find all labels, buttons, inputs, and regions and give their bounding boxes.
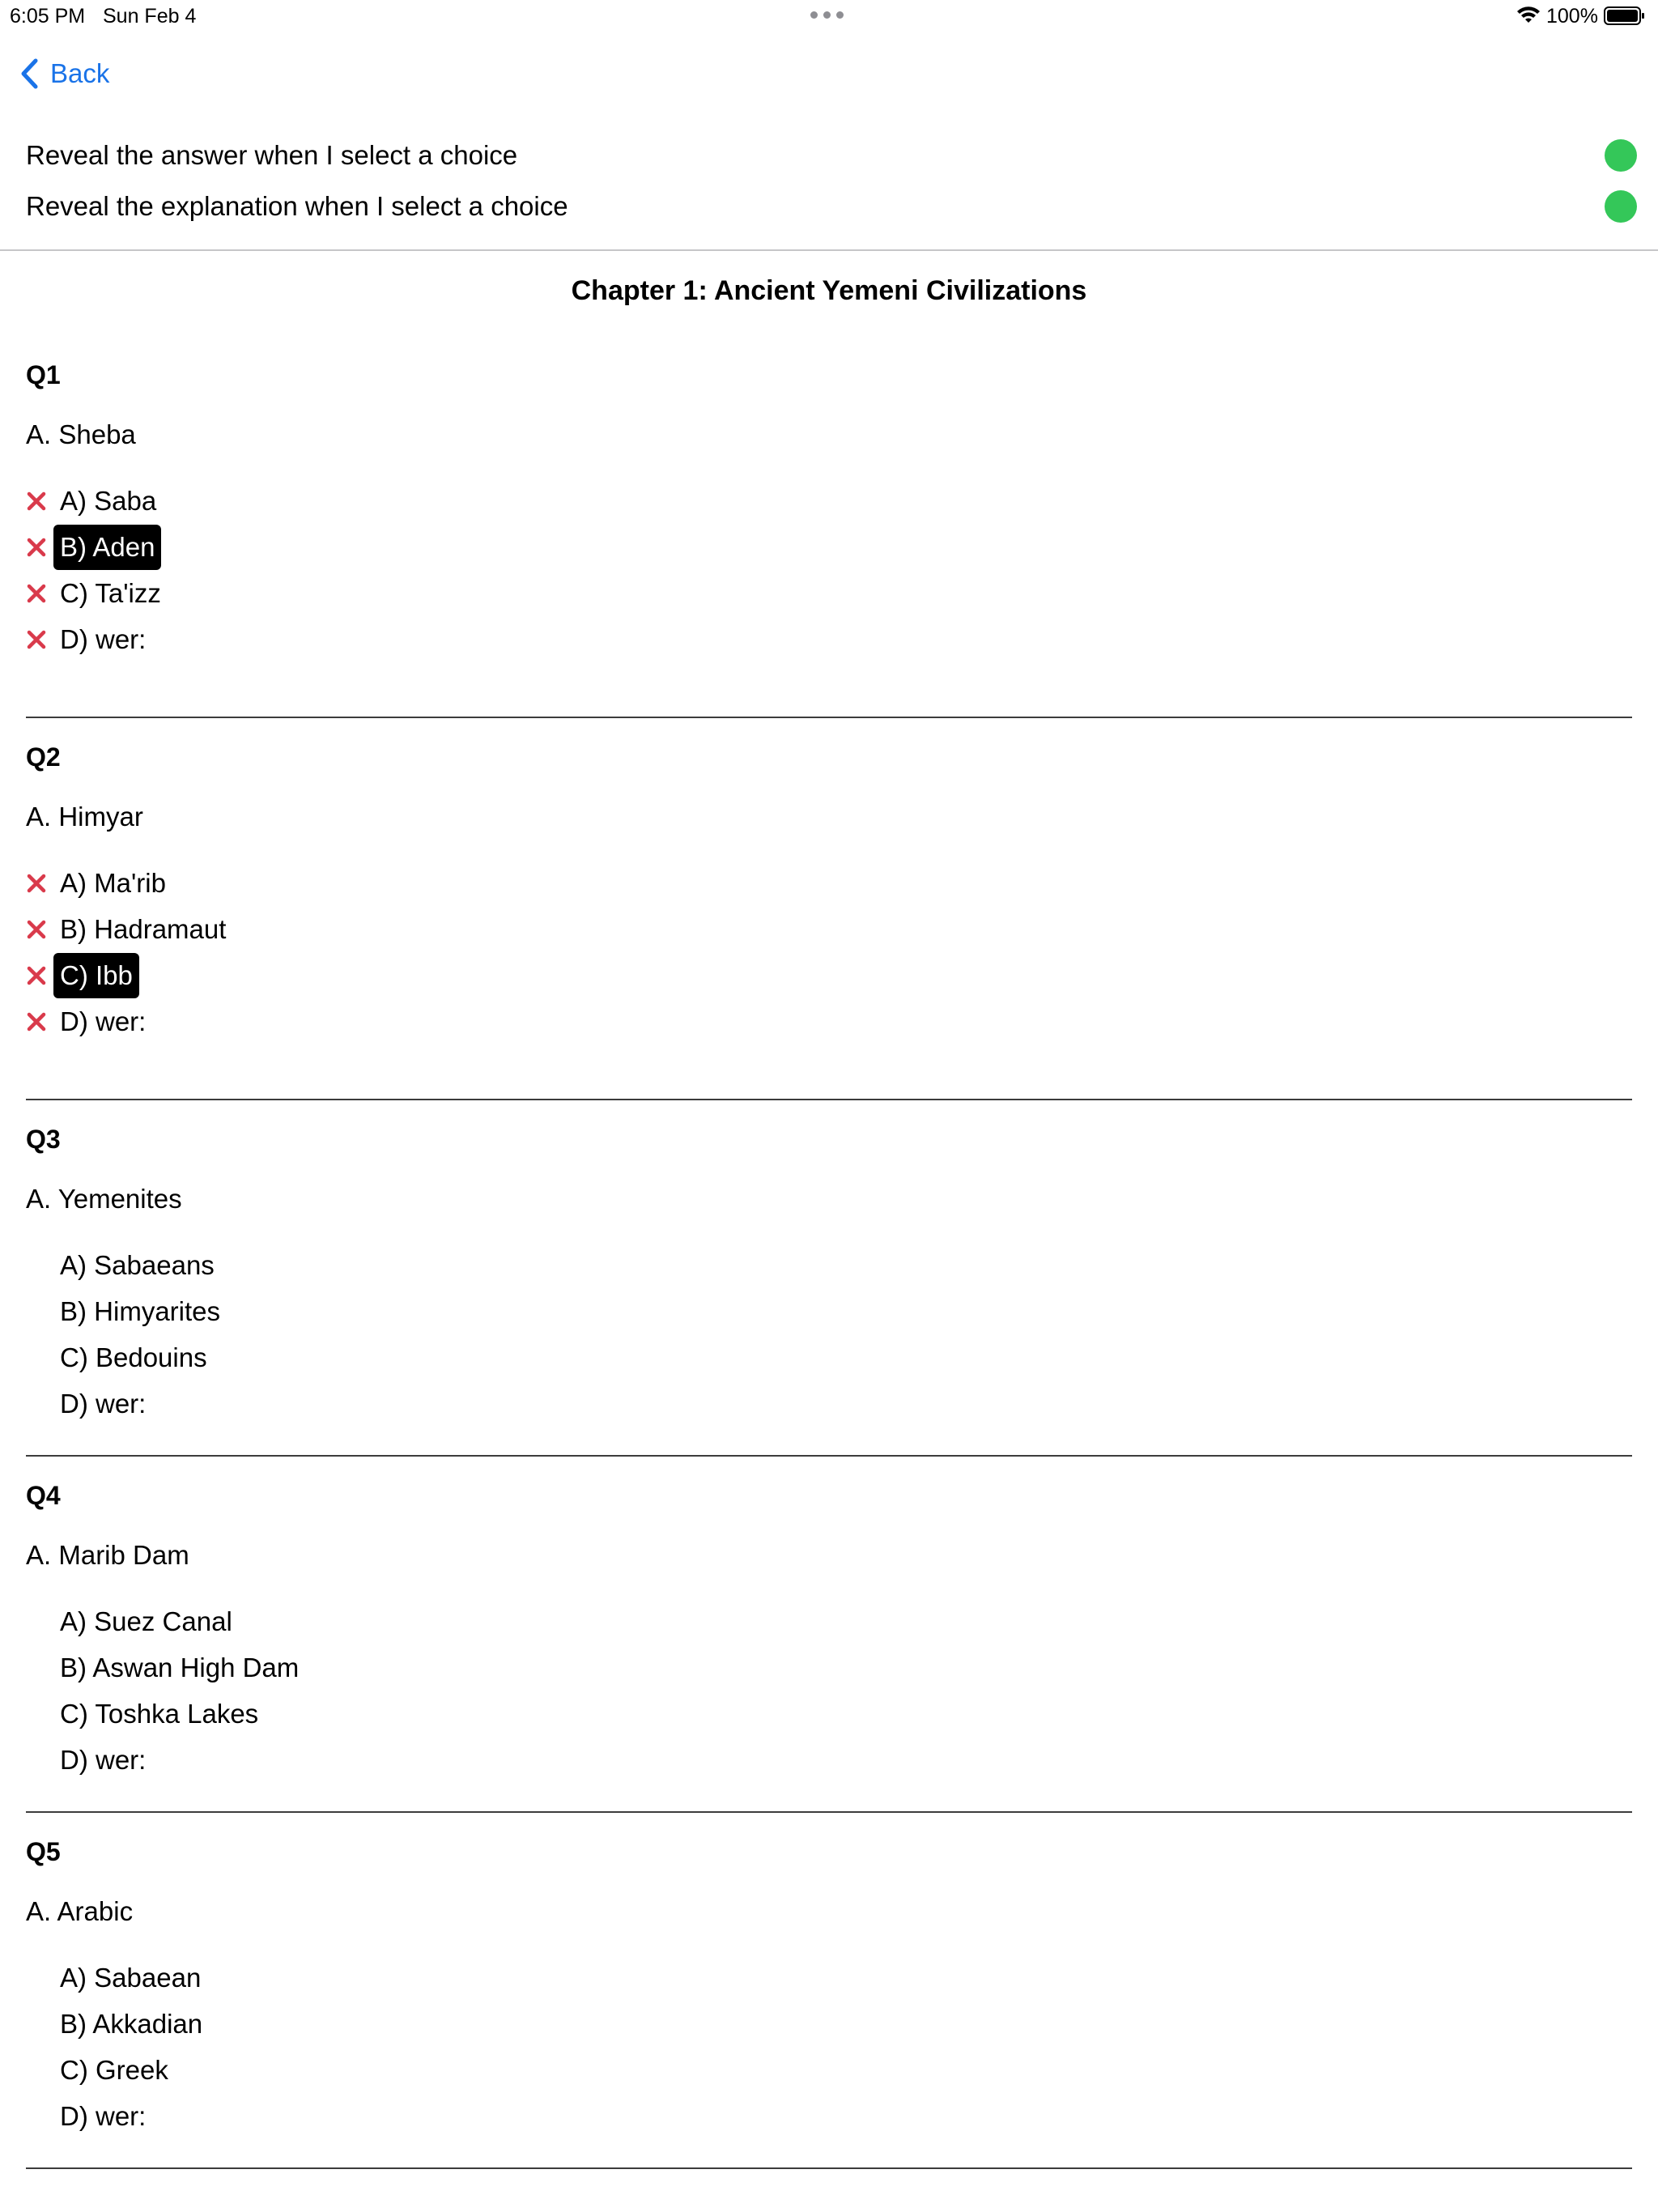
question-divider [26, 2167, 1632, 2169]
setting-reveal-answer [26, 135, 1637, 176]
choice-mark [26, 999, 53, 1044]
question-answer: A. Himyar [26, 802, 143, 832]
answer-choice[interactable] [26, 1955, 207, 2001]
answer-choice[interactable] [26, 907, 232, 952]
choice-label: B) Himyarites [60, 1296, 221, 1326]
answer-choice[interactable] [26, 1335, 214, 1380]
question-label: Q4 [26, 1481, 61, 1510]
multitasking-dots-icon[interactable] [810, 11, 844, 19]
question-divider [26, 1455, 1632, 1457]
question-answer: A. Sheba [26, 419, 136, 449]
x-icon [26, 873, 47, 894]
selected-choice-label: C) Ibb [53, 953, 139, 998]
choice-label: D) wer: [60, 624, 147, 654]
setting-reveal-explanation-label: Reveal the explanation when I select a choice [26, 191, 568, 221]
status-bar [0, 0, 1658, 32]
question-divider [26, 717, 1632, 718]
choice-mark [26, 861, 53, 906]
question-answer: A. Yemenites [26, 1184, 182, 1214]
choice-label: D) wer: [60, 1389, 147, 1419]
choice-mark [26, 479, 53, 524]
x-icon [26, 491, 47, 512]
x-icon [26, 919, 47, 940]
answer-choice[interactable] [26, 2094, 152, 2139]
choice-label: B) Aswan High Dam [60, 1653, 300, 1682]
answer-choice[interactable] [26, 2001, 209, 2047]
back-label: Back [50, 58, 110, 88]
answer-choice[interactable] [26, 617, 152, 662]
choice-mark [26, 2094, 53, 2139]
choice-label: A) Saba [60, 486, 157, 516]
choice-label: C) Ta'izz [60, 578, 161, 608]
choice-mark [26, 571, 53, 616]
choice-label: C) Bedouins [60, 1342, 207, 1372]
choice-mark [26, 1335, 53, 1380]
header-divider [0, 249, 1658, 251]
answer-choice[interactable] [26, 999, 152, 1044]
choice-mark [26, 2001, 53, 2047]
choice-mark [26, 953, 53, 998]
choice-mark [26, 617, 53, 662]
choice-label: C) Greek [60, 2055, 168, 2085]
question-divider [26, 1099, 1632, 1100]
chevron-left-icon [19, 57, 39, 90]
choice-label: D) wer: [60, 1745, 147, 1775]
reveal-answer-toggle[interactable] [1605, 139, 1637, 172]
choice-mark [26, 1289, 53, 1334]
answer-choice[interactable] [26, 479, 163, 524]
answer-choice[interactable] [26, 1243, 221, 1288]
answer-choice[interactable] [26, 1381, 152, 1427]
x-icon [26, 1011, 47, 1032]
setting-reveal-explanation [26, 186, 1637, 227]
choice-label: A) Sabaeans [60, 1250, 215, 1280]
choice-label: A) Ma'rib [60, 868, 166, 898]
battery-percentage: 100% [1546, 5, 1598, 28]
choice-label: D) wer: [60, 2101, 147, 2131]
question-label: Q1 [26, 360, 61, 389]
x-icon [26, 965, 47, 986]
chapter-title: Chapter 1: Ancient Yemeni Civilizations [571, 275, 1087, 306]
choice-label: B) Hadramaut [60, 914, 227, 944]
answer-choice[interactable] [26, 953, 139, 998]
choice-mark [26, 1738, 53, 1783]
question-divider [26, 1811, 1632, 1813]
battery-icon [1604, 6, 1646, 26]
x-icon [26, 629, 47, 650]
answer-choice[interactable] [26, 1645, 305, 1691]
choice-mark [26, 1645, 53, 1691]
answer-choice[interactable] [26, 861, 172, 906]
choice-mark [26, 1599, 53, 1644]
answer-choice[interactable] [26, 1738, 152, 1783]
choice-label: B) Akkadian [60, 2009, 203, 2039]
answer-choice[interactable] [26, 1599, 239, 1644]
answer-choice[interactable] [26, 1289, 227, 1334]
question-answer: A. Arabic [26, 1896, 134, 1926]
x-icon [26, 537, 47, 558]
back-button[interactable] [19, 53, 109, 94]
choice-mark [26, 1381, 53, 1427]
choice-mark [26, 1691, 53, 1737]
reveal-explanation-toggle[interactable] [1605, 190, 1637, 223]
choice-label: A) Sabaean [60, 1963, 202, 1993]
question-label: Q2 [26, 742, 61, 772]
choice-label: A) Suez Canal [60, 1606, 232, 1636]
selected-choice-label: B) Aden [53, 525, 161, 570]
answer-choice[interactable] [26, 1691, 265, 1737]
question-answer: A. Marib Dam [26, 1540, 189, 1570]
choice-label: C) Toshka Lakes [60, 1699, 259, 1729]
choice-mark [26, 2048, 53, 2093]
question-label: Q5 [26, 1837, 61, 1866]
choice-mark [26, 1243, 53, 1288]
answer-choice[interactable] [26, 571, 168, 616]
x-icon [26, 583, 47, 604]
answer-choice[interactable] [26, 525, 161, 570]
setting-reveal-answer-label: Reveal the answer when I select a choice [26, 140, 518, 170]
question-label: Q3 [26, 1125, 61, 1154]
status-date: Sun Feb 4 [103, 5, 197, 28]
answer-choice[interactable] [26, 2048, 175, 2093]
choice-mark [26, 1955, 53, 2001]
choice-mark [26, 907, 53, 952]
wifi-icon [1516, 6, 1541, 24]
choice-mark [26, 525, 53, 570]
status-time: 6:05 PM [10, 5, 86, 28]
choice-label: D) wer: [60, 1006, 147, 1036]
